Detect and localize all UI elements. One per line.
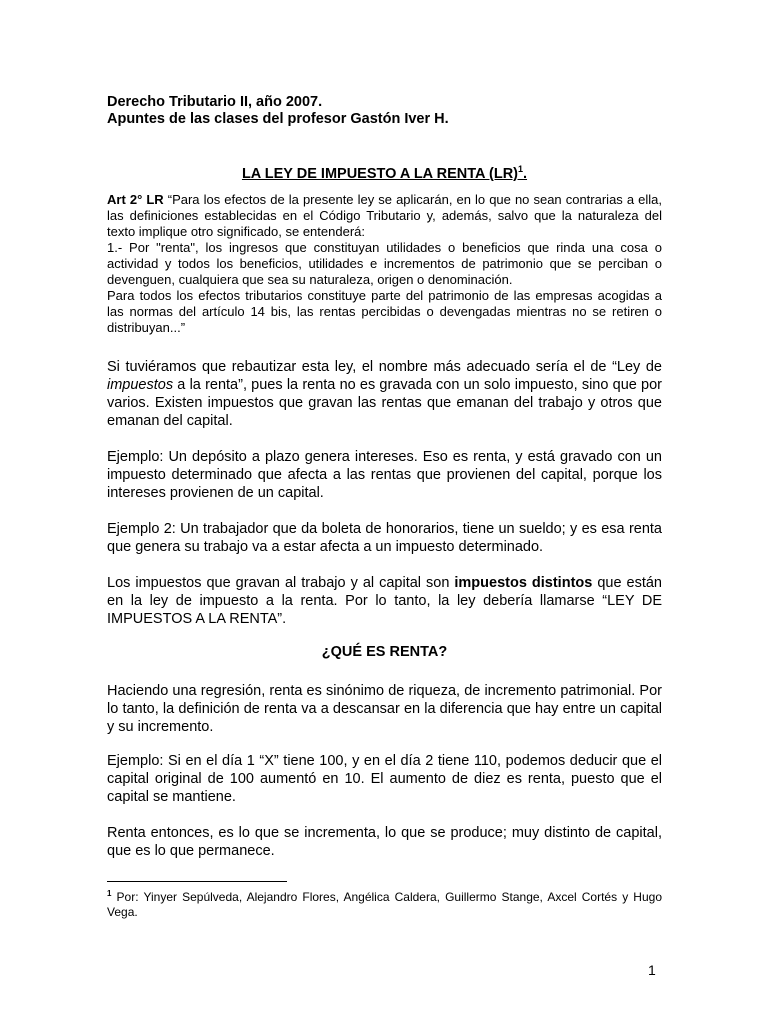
quote-paragraph-1 bbox=[107, 192, 662, 240]
body-strong: impuestos distintos bbox=[454, 575, 593, 591]
title-period: . bbox=[523, 165, 528, 182]
page-title bbox=[107, 164, 662, 182]
quote-text-1: “Para los efectos de la presente ley se aplicarán, en lo que no sean contrarias a ella, las definiciones establecidas en el Código Tributario y, además, salvo que la naturaleza del texto implique otro significado, se entenderá: bbox=[107, 192, 662, 239]
body-paragraph bbox=[107, 574, 662, 628]
quote-paragraph-3: Para todos los efectos tributarios constituye parte del patrimonio de las empresas acogidas a las normas del artículo 14 bis, las rentas percibidas o devengadas mientras no se retiren o distribuyan...” bbox=[107, 288, 662, 335]
body-text-a: Si tuviéramos que rebautizar esta ley, el nombre más adecuado sería el de “Ley de bbox=[107, 359, 662, 375]
page-number: 1 bbox=[648, 962, 656, 978]
body-emphasis: impuestos bbox=[107, 377, 174, 393]
body-paragraph: Renta entonces, es lo que se incrementa, lo que se produce; muy distinto de capital, que es lo que permanece. bbox=[107, 825, 662, 859]
body-text-b: a la renta”, pues la renta no es gravada con un solo impuesto, sino que por varios. Existen impuestos que gravan las rentas que emanan del trabajo y otros que emanan del capital. bbox=[107, 377, 662, 429]
body-paragraph: Ejemplo: Un depósito a plazo genera intereses. Eso es renta, y está gravado con un impuesto determinado que afecta a las rentas que provienen del capital, porque los intereses provienen de un capital. bbox=[107, 449, 662, 501]
body-paragraph: Ejemplo: Si en el día 1 “X” tiene 100, y en el día 2 tiene 110, podemos deducir que el capital original de 100 aumentó en 10. El aumento de diez es renta, puesto que el capital se mantiene. bbox=[107, 753, 662, 805]
quote-article-label: Art 2° LR bbox=[107, 192, 164, 207]
body-text-b: que están en la ley de impuesto a la renta. Por lo tanto, la ley debería llamarse “LEY DE IMPUESTOS A LA RENTA”. bbox=[107, 575, 662, 627]
body-paragraph bbox=[107, 358, 662, 430]
body-paragraph: Haciendo una regresión, renta es sinónimo de riqueza, de incremento patrimonial. Por lo tanto, la definición de renta va a descansar en la diferencia que hay entre un capital y su incremento. bbox=[107, 683, 662, 735]
body-paragraph: Ejemplo 2: Un trabajador que da boleta de honorarios, tiene un sueldo; y es esa renta que genera su trabajo va a estar afecta a un impuesto determinado. bbox=[107, 521, 662, 555]
body-text-a: Los impuestos que gravan al trabajo y al capital son bbox=[107, 575, 455, 591]
footnote bbox=[107, 886, 662, 920]
document-header bbox=[107, 94, 449, 128]
header-course-line: Derecho Tributario II, año 2007. bbox=[107, 94, 323, 110]
footnote-text: Por: Yinyer Sepúlveda, Alejandro Flores, Angélica Caldera, Guillermo Stange, Axcel Cortés y Hugo Vega. bbox=[107, 890, 662, 919]
footnote-mark: 1 bbox=[107, 889, 112, 898]
title-text: LA LEY DE IMPUESTO A LA RENTA (LR) bbox=[241, 165, 518, 182]
section-heading: ¿QUÉ ES RENTA? bbox=[321, 644, 448, 660]
header-notes-line: Apuntes de las clases del profesor Gastón Iver H. bbox=[107, 111, 449, 127]
article-quote bbox=[107, 192, 662, 336]
title-footnote-mark: 1 bbox=[518, 164, 524, 174]
quote-paragraph-2: 1.- Por "renta", los ingresos que constituyan utilidades o beneficios que rinda una cosa o actividad y todos los beneficios, utilidades e incrementos de patrimonio que se perciban o devenguen, cualquiera que sea su naturaleza, origen o denominación. bbox=[107, 240, 662, 287]
footnote-divider bbox=[107, 881, 287, 882]
